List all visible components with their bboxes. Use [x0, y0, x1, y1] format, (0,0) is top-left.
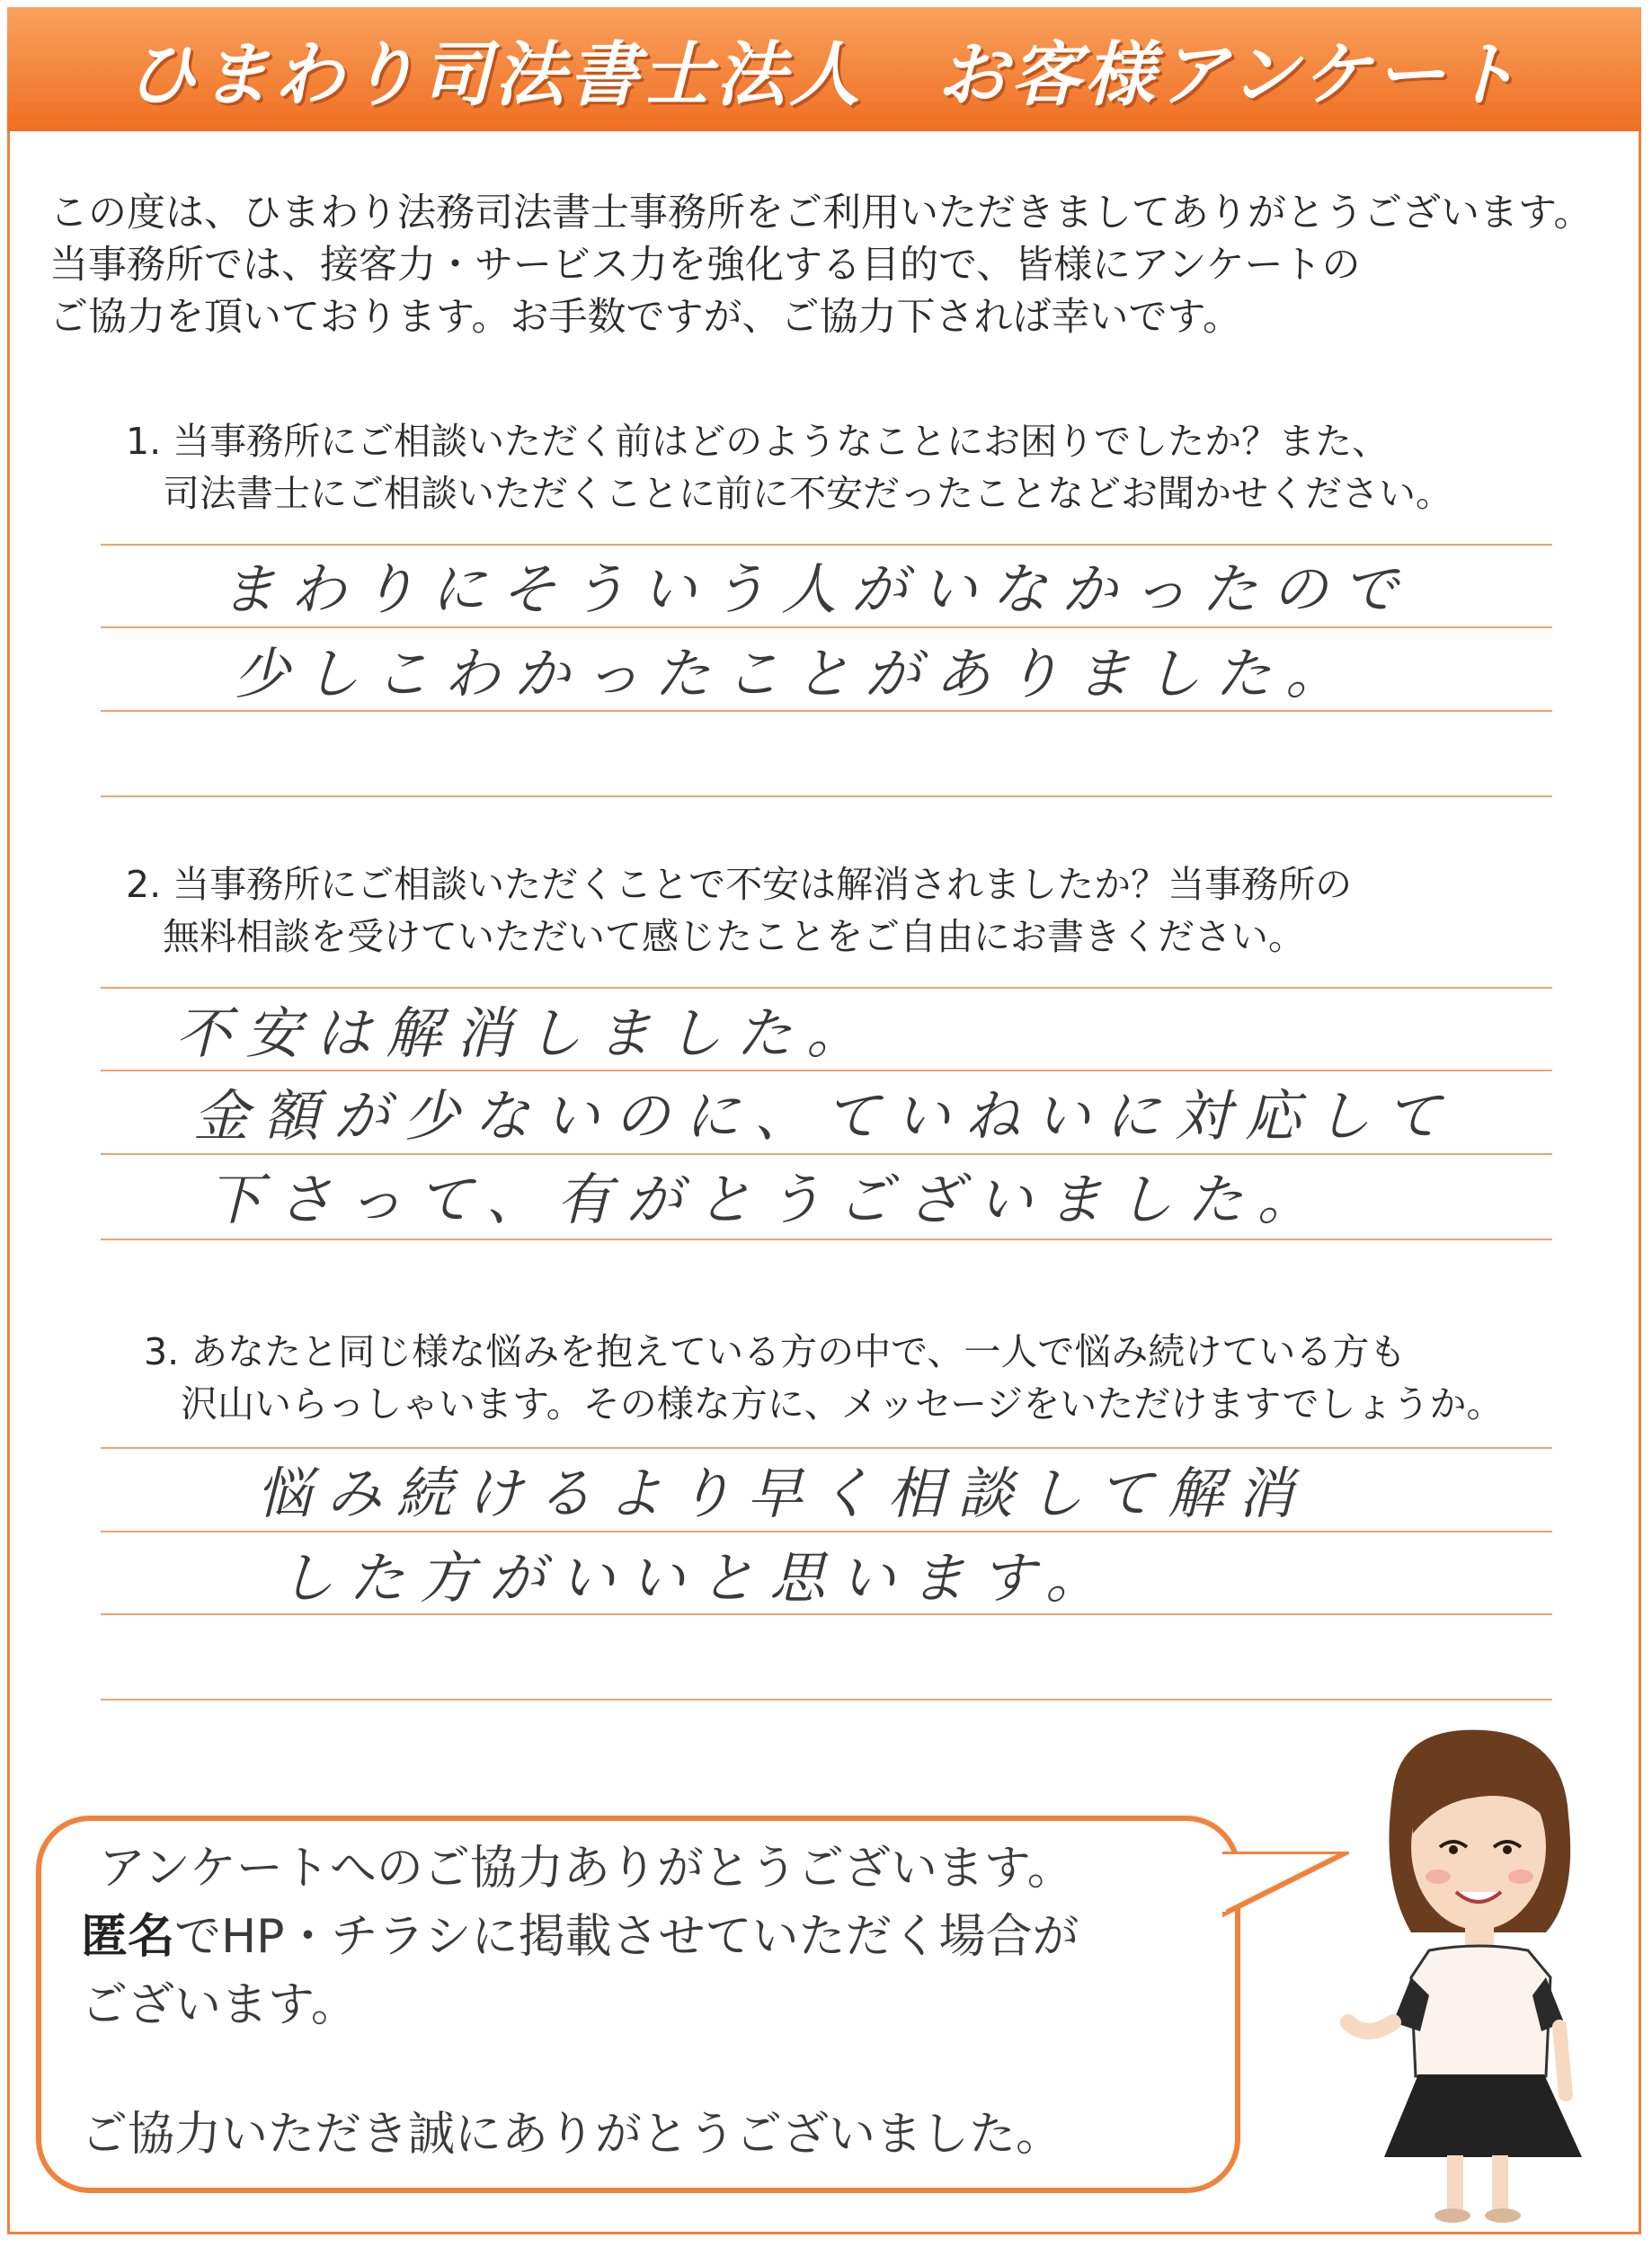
- thanks-line: ございます。: [81, 1978, 358, 2032]
- staff-character-illustration: [1330, 1726, 1627, 2229]
- survey-title: ひまわり司法書士法人 お客様アンケート: [126, 35, 1523, 116]
- thanks-line: [81, 1904, 1079, 1970]
- question-line: 3. あなたと同じ様な悩みを抱えている方の中で、一人で悩み続けている方も: [144, 1330, 1407, 1373]
- intro-line: この度は、ひまわり法務司法書士事務所をご利用いただきましてありがとうございます。: [49, 191, 1593, 235]
- anonymous-label: 匿名: [81, 1910, 175, 1964]
- answer-3-line: 悩み続けるより早く相談して解消: [256, 1461, 1309, 1526]
- answer-2-line: 下さって、有がとうございました。: [207, 1167, 1328, 1232]
- answer-1-line: 少しこわかったことがありました。: [234, 641, 1356, 706]
- answer-rule: [101, 1239, 1552, 1240]
- answer-2-line: 不安は解消しました。: [175, 1000, 877, 1066]
- question-line: 1. 当事務所にご相談いただく前はどのようなことにお困りでしたか？また、: [126, 420, 1390, 463]
- closing-line: ご協力いただき誠にありがとうございました。: [81, 2108, 1063, 2162]
- question-line: 2. 当事務所にご相談いただくことで不安は解消されましたか？当事務所の: [126, 863, 1353, 906]
- publish-note: でHP・チラシに掲載させていただく場合が: [174, 1910, 1079, 1964]
- question-1: [126, 415, 1452, 520]
- question-2: [126, 858, 1352, 963]
- survey-header: [7, 7, 1641, 131]
- answer-rule: [101, 1613, 1552, 1615]
- answer-rule: [101, 710, 1552, 712]
- answer-rule: [101, 1699, 1552, 1701]
- answer-3-line: した方がいいと思います。: [279, 1545, 1116, 1611]
- question-3: [144, 1326, 1504, 1430]
- answer-rule: [101, 1531, 1552, 1532]
- intro-line: ご協力を頂いております。お手数ですが、ご協力下されば幸いです。: [49, 295, 1242, 340]
- thanks-line: アンケートへのご協力ありがとうございます。: [99, 1842, 1074, 1896]
- question-line: 沢山いらっしゃいます。その様な方に、メッセージをいただけますでしょうか。: [144, 1382, 1504, 1425]
- question-line: 無料相談を受けていただいて感じたことをご自由にお書きください。: [126, 915, 1305, 958]
- intro-text: [49, 187, 1649, 343]
- intro-line: 当事務所では、接客力・サービス力を強化する目的で、皆様にアンケートの: [49, 243, 1361, 288]
- answer-1-line: まわりにそういう人がいなかったので: [220, 556, 1413, 622]
- question-line: 司法書士にご相談いただくことに前に不安だったことなどお聞かせください。: [126, 472, 1452, 515]
- answer-rule: [101, 795, 1552, 797]
- answer-2-line: 金額が少ないのに、ていねいに対応して: [193, 1083, 1456, 1149]
- answer-rule: [101, 626, 1552, 628]
